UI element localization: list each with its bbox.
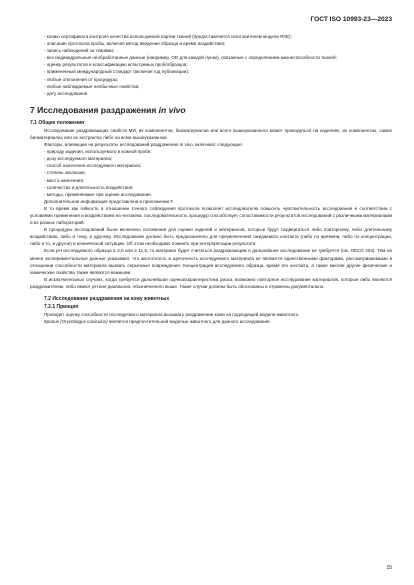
list-item: - дату исследования [44, 90, 88, 96]
list-item: - копию сертификата контроля качества используемой партии тканей (предоставляется изготовителем модели RhE); [44, 34, 292, 39]
section-7-title-italic: in vivo [158, 104, 186, 115]
section-7-heading [30, 105, 392, 115]
standard-header: ГОСТ ISO 10993-23—2023 [310, 16, 392, 23]
list-item: - место нанесения; [44, 177, 85, 183]
page-content [30, 33, 392, 325]
list-item: - запись наблюдений за тканями; [44, 48, 115, 54]
paragraph: В процедуры исследований были включены положения для оценки изделий и материалов, которые будут подвергаться либо повторному, либо длительному воздействию, либо и тому, и другому. Исследование должно быть предназначено для преувеличения ожидаемого контакта (либо по времени, либо по концентрации, либо и то, и другое) в клинической ситуации. Об этом необходимо помнить при интерпретации результата. [30, 227, 392, 247]
paragraph: В то время как гибкость в отношении точного соблюдения протокола позволяет исследователю повысить чувствительность исследования в соответствии с условиями применения и воздействием на человека, последовательность процедур способствует сопоставимости результатов исследований с различными материалами и из разных лабораторий. [30, 205, 392, 226]
list-item: - количество и длительность воздействия; [44, 184, 134, 190]
list-item: - природу изделия, используемого в кожной пробе; [44, 149, 152, 155]
list-item: - дозу исследуемого материала; [44, 156, 113, 162]
paragraph: Исследование раздражающих свойств МИ, их компонентов, биоматериалов или всего вышеуказанного может проводиться на изделиях, их компонентах, самих биоматериалах или их экстрактах либо на всем вышеуказанном. [30, 127, 392, 140]
list-item: - описание протокола пробы, включая метод введения образца и время воздействия; [44, 41, 226, 47]
list-item: - все индивидуальные необработанные данные (например, OD для каждой лунки), связанные с определением жизнеспособности тканей; [44, 55, 337, 61]
paragraph-text: является предпочтительной моделью животного для данного исследования. [107, 319, 271, 325]
paragraph: Если pH исследуемого образца ≤ 2,0 или ≥ 11,5, то материал будет считаться раздражающим и дальнейшее исследование не требуется (см. OECD 404). Тем не менее экспериментальные данные указывают, что кислотность и щелочность исследуемого материала не являются единственными факторами, рассматриваемыми в отношении способности материала вызвать серьезные повреждения. Концентрация исследуемого образца, время его контакта, а также многие другие физические и химические свойства также являются важными. [30, 248, 392, 275]
list-item: - любые наблюдаемые необычные свойства; [44, 83, 140, 89]
report-items-list [30, 33, 392, 97]
section-7-2-1-heading: 7.2.1 Принцип [44, 304, 79, 310]
paragraph: Проводят оценку способности исследуемого материала вызывать раздражение кожи на подходящей модели животного. [44, 312, 300, 317]
species-name: Кролик (Oryctolagus cuniculus) [44, 319, 108, 325]
list-item: - степень окклюзии; [44, 170, 86, 176]
paragraph: В исключительных случаях, когда требуется дальнейшая оценка/характеристика риска, возможно повторное исследование материалов, которые либо являются раздражителем, либо имеют pH вне диапазона, обозначенного выше. Такие случаи должны быть обоснованы и отражены документально. [30, 276, 392, 289]
factors-list [30, 148, 392, 198]
list-item: - примененный международный стандарт (включая год публикации); [44, 69, 190, 75]
section-7-1-heading: 7.1 Общие положения [30, 119, 85, 126]
paragraph [30, 318, 392, 325]
list-item: - любые отклонения от процедуры; [44, 76, 119, 82]
paragraph: Факторы, влияющие на результаты исследований раздражения in vivo, включают следующие: [44, 142, 243, 148]
section-7-title-text: 7 Исследования раздражения [30, 104, 159, 115]
paragraph: Дополнительная информация представлена в приложении F. [44, 198, 174, 204]
section-7-2-heading: 7.2 Исследование раздражения на кожу животных [44, 296, 170, 302]
page-number: 15 [386, 565, 392, 571]
list-item: - способ нанесения исследуемого материала; [44, 163, 142, 169]
list-item: - оценку результатов и классификацию испытуемых проб/образцов; [44, 62, 188, 68]
list-item: - методы, применяемые при оценке исследования. [44, 191, 152, 197]
